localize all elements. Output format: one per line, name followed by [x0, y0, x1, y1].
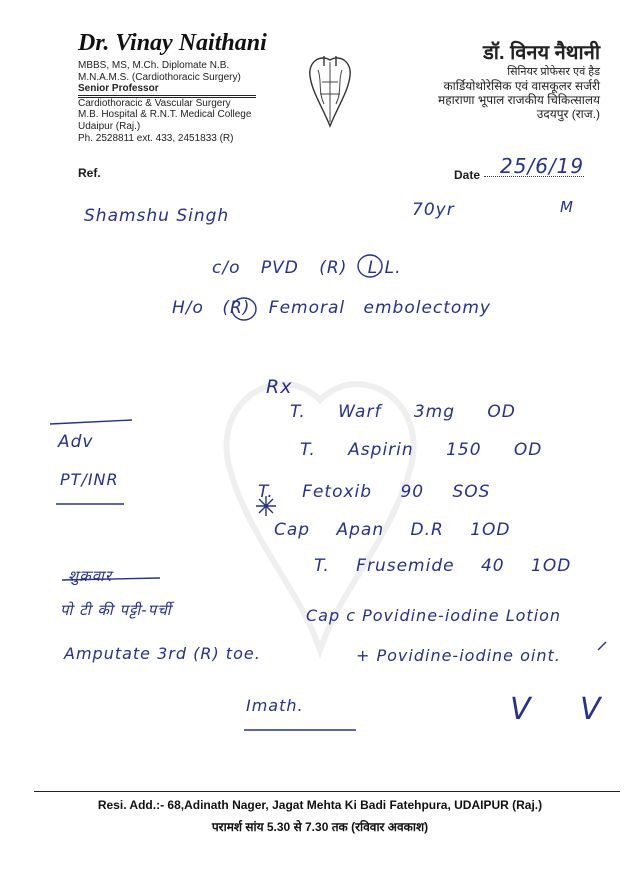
hindi-doctor-name: डॉ. विनय नैथानी — [483, 42, 600, 64]
advice-label: Adv — [58, 432, 94, 452]
initials-signature: V V — [510, 692, 621, 727]
hindi-advice-line: शुक्रवार — [68, 567, 113, 585]
medication-line: T. Aspirin 150 OD — [300, 440, 543, 460]
hindi-line: कार्डियोथोरेसिक एवं वासकूलर सर्जरी — [443, 79, 600, 93]
patient-age: 70yr — [412, 200, 455, 220]
signature-note: Imath. — [246, 696, 304, 715]
history: H/o (R) Femoral embolectomy — [172, 298, 491, 318]
qualification-line: MBBS, MS, M.Ch. Diplomate N.B. — [78, 60, 230, 71]
medication-line: T. Warf 3mg OD — [290, 402, 516, 422]
medication-line: Cap Apan D.R 1OD — [274, 520, 511, 540]
circle-mark — [232, 298, 256, 320]
rx-symbol: Rx — [266, 376, 293, 398]
department-line: Udaipur (Raj.) — [78, 120, 141, 132]
medication-line: Cap c Povidine-iodine Lotion — [306, 606, 562, 625]
department-line: Cardiothoracic & Vascular Surgery — [78, 97, 231, 109]
hindi-line: उदयपुर (राज.) — [536, 107, 600, 121]
footer-divider — [34, 791, 620, 792]
footer-hours: परामर्श सांय 5.30 से 7.30 तक (रविवार अवकाश) — [211, 820, 429, 834]
designation: Senior Professor — [78, 83, 256, 98]
hindi-line: सिनियर प्रोफेसर एवं हैड — [507, 66, 600, 78]
date-label: Date — [454, 168, 481, 182]
advice-line: PT/INR — [60, 470, 119, 489]
circle-mark — [358, 255, 382, 277]
amputation-note: Amputate 3rd (R) toe. — [64, 644, 261, 663]
date-value: 25/6/19 — [500, 154, 585, 178]
ref-label: Ref. — [78, 166, 101, 180]
qualification-line: M.N.A.M.S. (Cardiothoracic Surgery) — [78, 71, 241, 83]
department-line: M.B. Hospital & R.N.T. Medical College — [78, 109, 252, 121]
hindi-line: महाराणा भूपाल राजकीय चिकित्सालय — [438, 93, 600, 107]
patient-name: Shamshu Singh — [84, 206, 230, 226]
medication-line: T. Frusemide 40 1OD — [314, 556, 572, 576]
medication-line: T. Fetoxib 90 SOS — [258, 482, 491, 502]
asterisk-mark — [256, 496, 276, 516]
patient-sex: M — [560, 198, 574, 216]
doctor-name: Dr. Vinay Naithani — [78, 30, 267, 56]
underline-stroke — [62, 578, 160, 580]
hindi-advice-line: पो टी की पट्टी-पर्ची — [60, 601, 172, 619]
underline-stroke — [50, 420, 132, 424]
phone-line: Ph. 2528811 ext. 433, 2451833 (R) — [78, 132, 234, 144]
tick-mark — [598, 642, 606, 650]
medication-line: + Povidine-iodine oint. — [356, 646, 561, 665]
footer-address: Resi. Add.:- 68,Adinath Nager, Jagat Mehta Ki Badi Fatehpura, UDAIPUR (Raj.) — [97, 798, 543, 812]
complaint: c/o PVD (R) L.L. — [212, 258, 402, 278]
